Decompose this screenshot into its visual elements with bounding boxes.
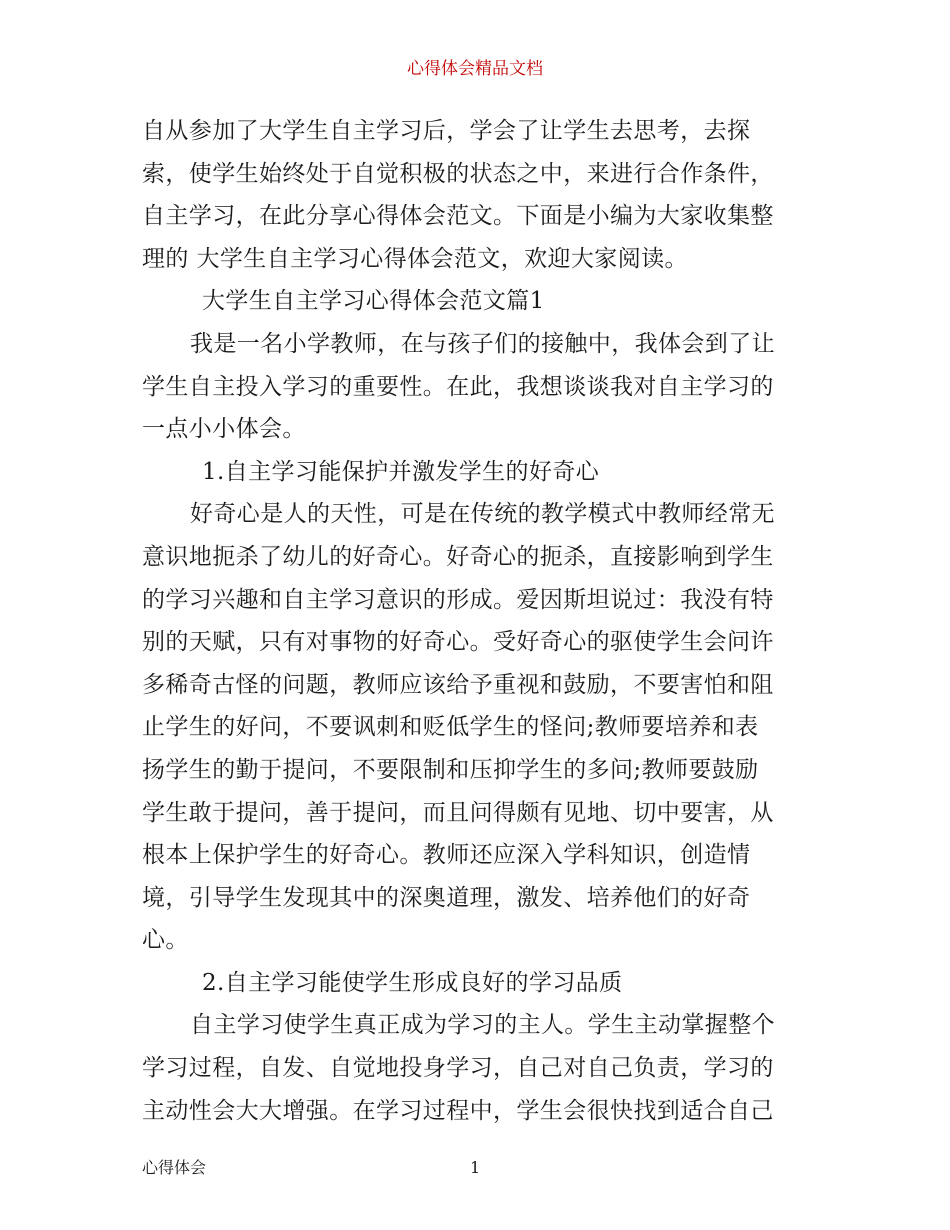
body-text-line: 好奇心是人的天性，可是在传统的教学模式中教师经常无 [190, 501, 775, 528]
body-text-line: 我是一名小学教师，在与孩子们的接触中，我体会到了让 [190, 330, 775, 357]
body-text-line: 心。 [142, 927, 189, 954]
body-text-line: 理的 大学生自主学习心得体会范文，欢迎大家阅读。 [142, 245, 688, 272]
body-text-line: 根本上保护学生的好奇心。教师还应深入学科知识，创造情 [142, 842, 751, 869]
footer-label: 心得体会 [142, 1158, 207, 1177]
body-text-line: 别的天赋，只有对事物的好奇心。受好奇心的驱使学生会问许 [142, 629, 774, 656]
body-text-line: 的学习兴趣和自主学习意识的形成。爱因斯坦说过：我没有特 [142, 586, 774, 613]
section-heading: 2.自主学习能使学生形成良好的学习品质 [202, 969, 623, 996]
body-text-line: 扬学生的勤于提问，不要限制和压抑学生的多问;教师要鼓励 [142, 756, 759, 783]
body-text-line: 自主学习使学生真正成为学习的主人。学生主动掌握整个 [190, 1012, 775, 1039]
document-body [142, 110, 812, 1132]
page-number: 1 [470, 1158, 481, 1177]
section-heading: 大学生自主学习心得体会范文篇1 [202, 288, 545, 315]
section-heading: 1.自主学习能保护并激发学生的好奇心 [202, 458, 600, 485]
body-text-line: 学生敢于提问，善于提问，而且问得颇有见地、切中要害，从 [142, 799, 774, 826]
body-text-line: 多稀奇古怪的问题，教师应该给予重视和鼓励，不要害怕和阻 [142, 671, 774, 698]
document-header-title: 心得体会精品文档 [407, 59, 543, 79]
body-text-line: 学习过程，自发、自觉地投身学习，自己对自己负责，学习的 [142, 1055, 774, 1082]
body-text-line: 学生自主投入学习的重要性。在此，我想谈谈我对自主学习的 [142, 373, 774, 400]
body-text-line: 自从参加了大学生自主学习后，学会了让学生去思考，去探 [142, 118, 751, 144]
body-text-line: 自主学习，在此分享心得体会范文。下面是小编为大家收集整 [142, 203, 774, 230]
body-text-line: 主动性会大大增强。在学习过程中，学生会很快找到适合自己 [142, 1097, 774, 1124]
body-text-line: 一点小小体会。 [142, 416, 306, 443]
body-text-line: 止学生的好问，不要讽刺和贬低学生的怪问;教师要培养和表 [142, 714, 759, 741]
body-text-line: 意识地扼杀了幼儿的好奇心。好奇心的扼杀，直接影响到学生 [142, 543, 774, 570]
body-text-line: 境，引导学生发现其中的深奥道理，激发、培养他们的好奇 [142, 884, 751, 911]
body-text-line: 索，使学生始终处于自觉积极的状态之中，来进行合作条件， [142, 160, 774, 187]
